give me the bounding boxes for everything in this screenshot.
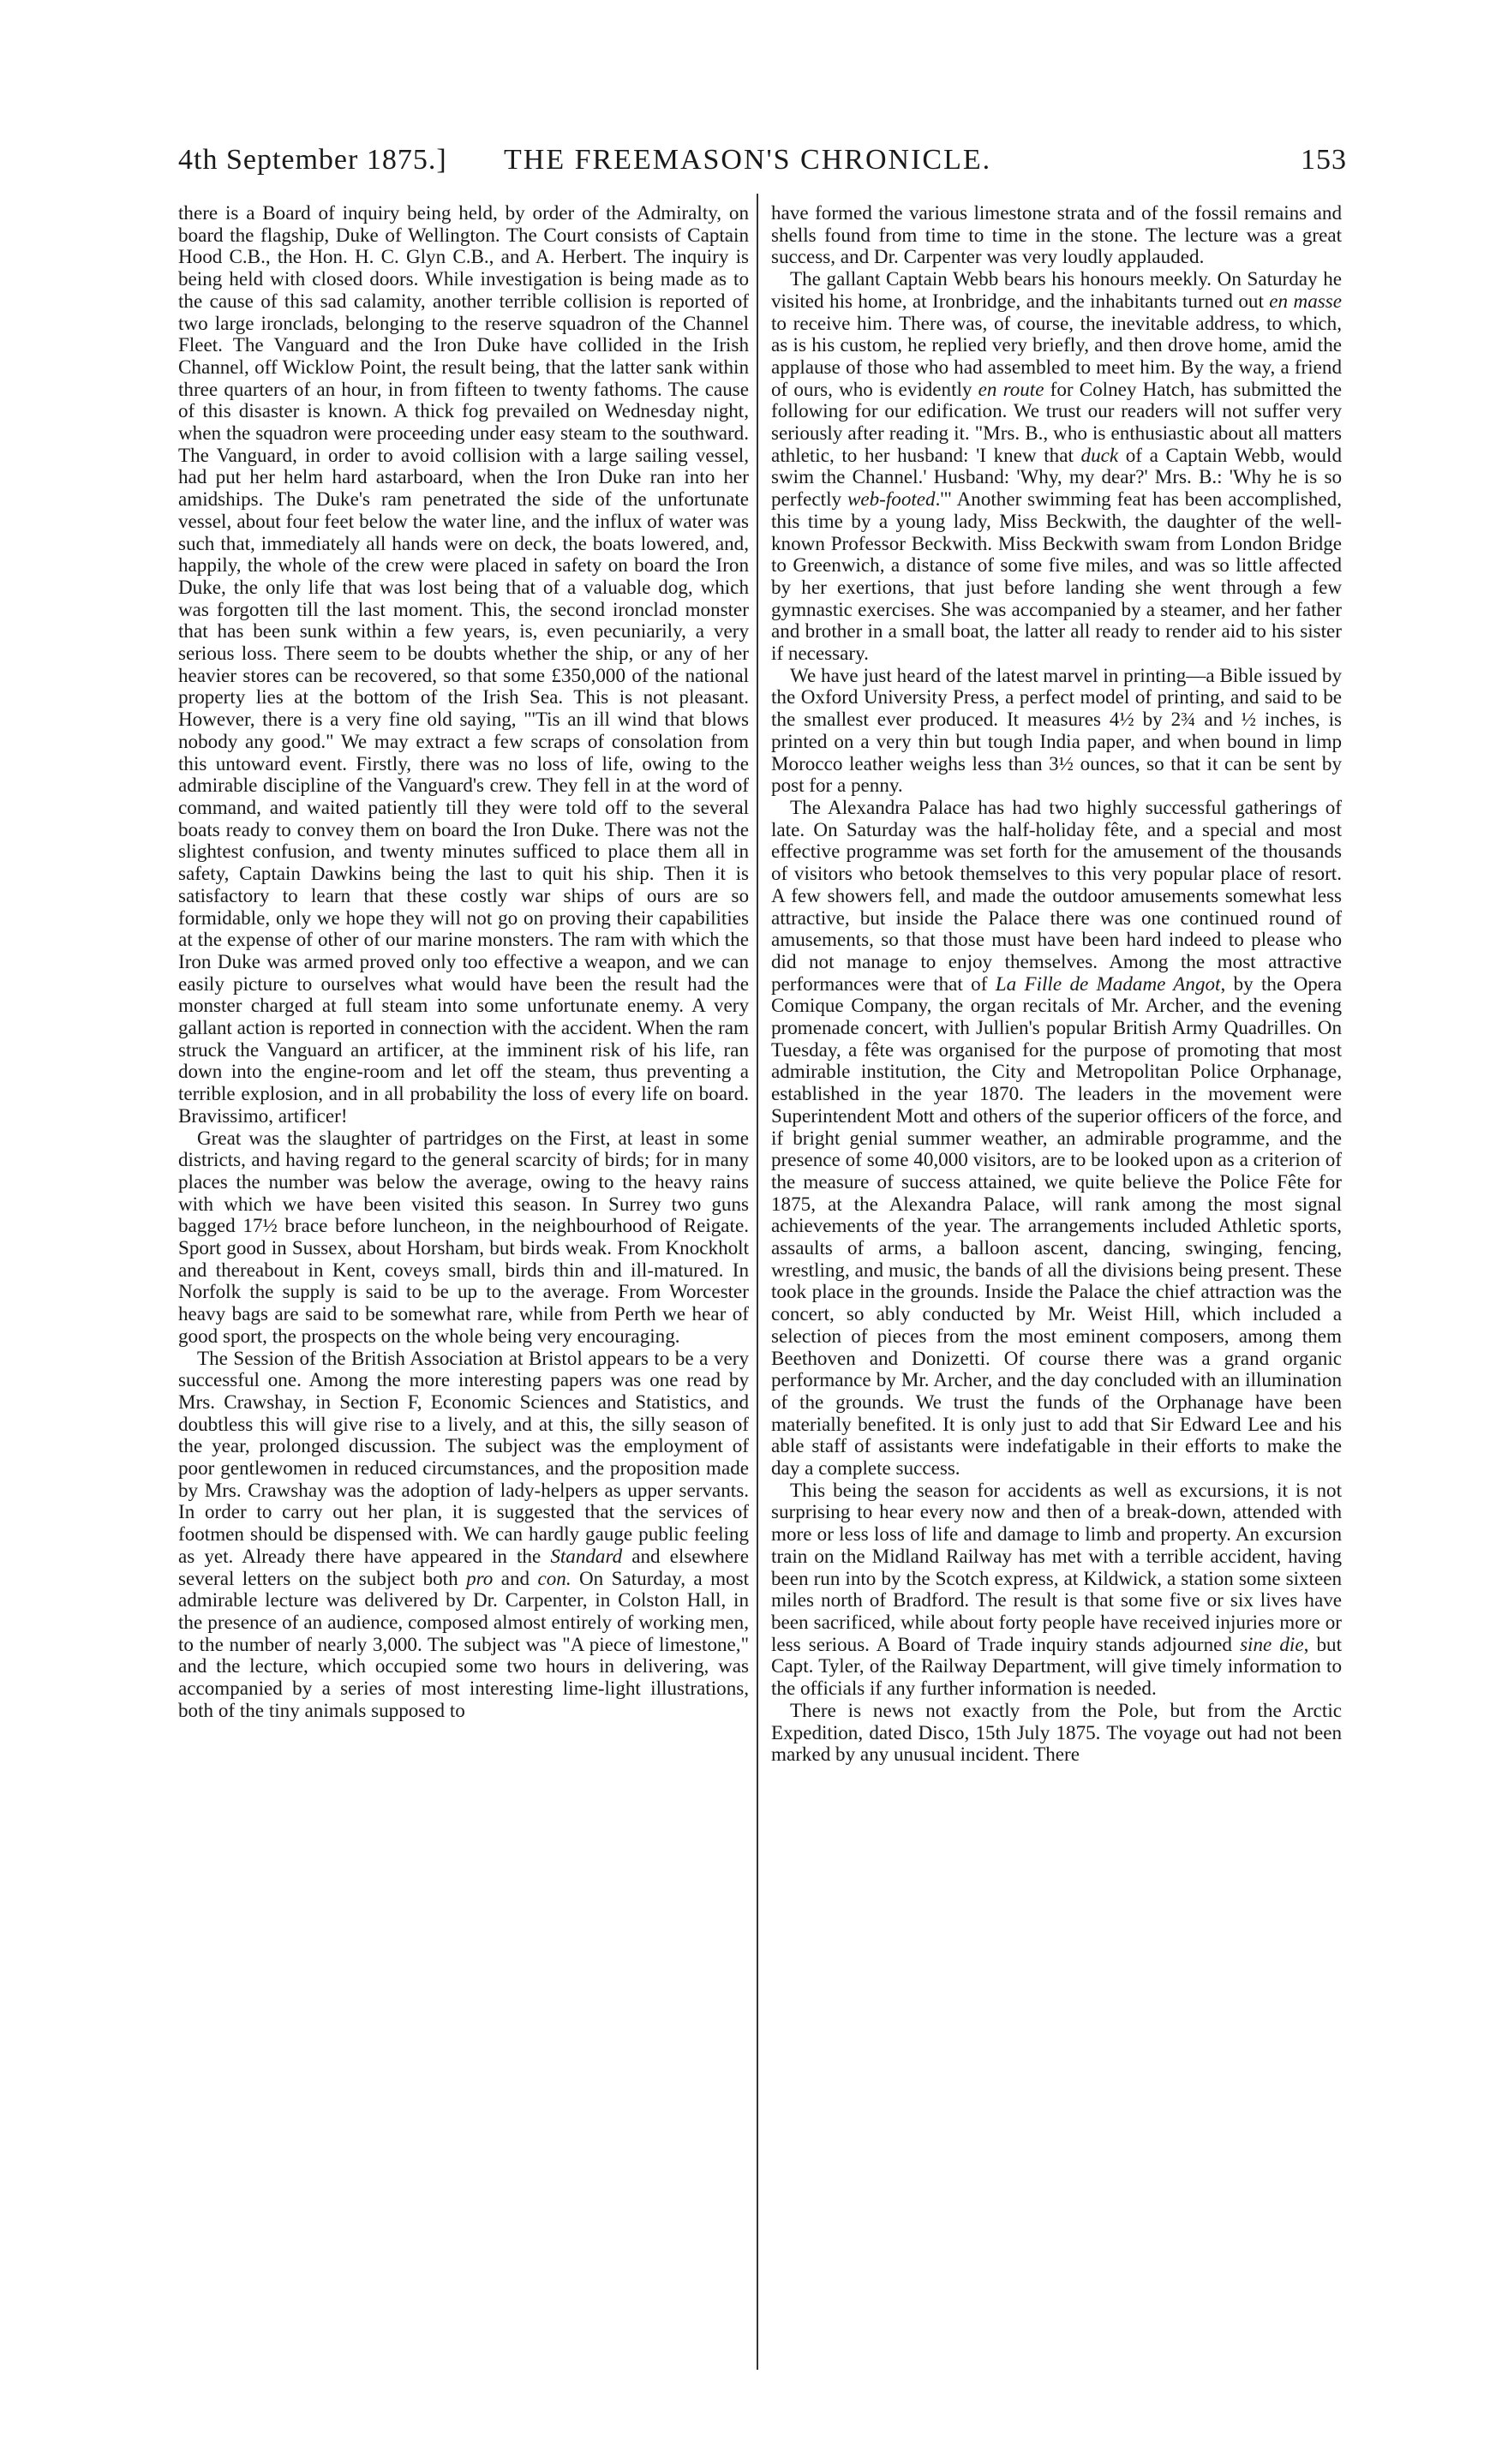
text-run: This being the season for accidents as well as excursions, it is not surprising to hear every now and then of a break-down, attended with more or less loss of life and damage to limb and property. An excursion train on the Midland Railway has met with a terrible accident, having been run into by the Scotch express, at Kildwick, a station some sixteen miles north of Bradford. The result is that some five or six lives have been sacrificed, while about forty people have received injuries more or less serious. A Board of Trade inquiry stands adjourned bbox=[771, 1478, 1342, 1655]
page-header bbox=[178, 144, 1347, 192]
column-divider bbox=[757, 194, 758, 2370]
italic-text: duck bbox=[1080, 443, 1119, 466]
text-run: There is news not exactly from the Pole, but from the Arctic Expedition, dated Disco, 15th July 1875. The voyage out had not been marked by any unusual incident. There bbox=[771, 1698, 1342, 1766]
text-run: The Session of the British Association at Bristol appears to be a very successful one. Among the more interesting papers was one read by Mrs. Crawshay, in Section F, Economic Sciences and Statistics, and doubtless this will give rise to a lively, and at this, the silly season of the year, prolonged discussion. The subject was the employment of poor gentlewomen in reduced circumstances, and the proposition made by Mrs. Crawshay was the adoption of lady-helpers as upper servants. In order to carry out her plan, it is suggested that the services of footmen should be dispensed with. We can hardly gauge public feeling as yet. Already there have appeared in the bbox=[178, 1346, 749, 1567]
italic-text: en masse bbox=[1269, 289, 1342, 312]
right-column bbox=[771, 202, 1342, 2387]
italic-text: Standard bbox=[550, 1544, 623, 1567]
italic-text: pro bbox=[466, 1566, 494, 1589]
italic-text: web-footed bbox=[847, 487, 936, 511]
text-run: have formed the various limestone strata and of the fossil remains and shells found from time to time in the stone. The lecture was a great success, and Dr. Carpenter was very loudly applauded. bbox=[771, 202, 1342, 268]
article-paragraph bbox=[178, 202, 749, 1127]
article-paragraph bbox=[771, 665, 1342, 797]
text-run: there is a Board of inquiry being held, by order of the Admiralty, on board the flagship, Duke of Wellington. The Court consists of Captain Hood C.B., the Hon. H. C. Glyn C.B., and A. Herbert. The inquiry is being held with closed doors. While investigation is being made as to the cause of this sad calamity, another terrible collision is reported of two large ironclads, belonging to the reserve squadron of the Channel Fleet. The Vanguard and the Iron Duke have collided in the Irish Channel, off Wicklow Point, the result being, that the latter sank within three quarters of an hour, in from fifteen to twenty fathoms. The cause of this disaster is known. A thick fog prevailed on Wednesday night, when the squadron were proceeding under easy steam to the southward. The Vanguard, in order to avoid collision with a large sailing vessel, had put her helm hard astarboard, when the Iron Duke ran into her amidships. The Duke's ram penetrated the side of the unfortunate vessel, about four feet below the water line, and the influx of water was such that, immediately all hands were on deck, the boats lowered, and, happily, the whole of the crew were placed in safety on board the Iron Duke, the only life that was lost being that of a valuable dog, which was forgotten till the last moment. This, the second ironclad monster that has been sunk within a few years, is, even pecuniarily, a very serious loss. There seem to be doubts whether the ship, or any of her heavier stores can be recovered, so that some £350,000 of the national property lies at the bottom of the Irish Sea. This is not pleasant. However, there is a very fine old saying, "'Tis an ill wind that blows nobody any good." We may extract a few scraps of consolation from this untoward event. Firstly, there was no loss of life, owing to the admirable discipline of the Vanguard's crew. They fell in at the word of command, and waited patiently till they were told off to the several boats ready to convey them on board the Iron Duke. There was not the slightest confusion, and twenty minutes sufficed to place them all in safety, Captain Dawkins being the last to quit his ship. Then it is satisfactory to learn that these costly war ships of ours are so formidable, only we hope they will not go on proving their capabilities at the expense of other of our marine monsters. The ram with which the Iron Duke was armed proved only too effective a weapon, and we can easily picture to ourselves what would have been the result had the monster charged at full steam into some unfortunate enemy. A very gallant action is reported in connection with the accident. When the ram struck the Vanguard an artificer, at the imminent risk of his life, ran down into the engine-room and let off the steam, thus preventing a terrible explosion, and in all probability the loss of every life on board. Bravissimo, artificer! bbox=[178, 202, 749, 1127]
page-number: 153 bbox=[1301, 144, 1347, 176]
publication-title: THE FREEMASON'S CHRONICLE. bbox=[504, 144, 992, 176]
text-run: The gallant Captain Webb bears his honours meekly. On Saturday he visited his home, at Ironbridge, and the inhabitants turned out bbox=[771, 267, 1342, 312]
text-run: and bbox=[493, 1566, 538, 1589]
text-run: On Saturday, a most admirable lecture was delivered by Dr. Carpenter, in Colston Hall, in the presence of an audience, composed almost entirely of working men, to the number of nearly 3,000. The subject was "A piece of limestone," and the lecture, which occupied some two hours in delivering, was accompanied by a series of most interesting lime-light illustrations, both of the tiny animals supposed to bbox=[178, 1566, 749, 1721]
text-run: of a Captain Webb, would swim the Channel.' Husband: 'Why, my dear?' Mrs. B.: 'Why he is so perfectly bbox=[771, 443, 1342, 511]
text-run: and elsewhere several letters on the subject both bbox=[178, 1544, 749, 1589]
italic-text: La Fille de Madame Angot bbox=[995, 972, 1221, 995]
article-paragraph bbox=[178, 1127, 749, 1348]
left-column bbox=[178, 202, 749, 2387]
text-run: Great was the slaughter of partridges on the First, at least in some districts, and having regard to the general scarcity of birds; for in many places the number was below the average, owing to the heavy rains with which we have been visited this season. In Surrey two guns bagged 17½ brace before luncheon, in the neighbourhood of Reigate. Sport good in Sussex, about Horsham, but birds weak. From Knockholt and thereabout in Kent, coveys small, birds thin and ill-matured. In Norfolk the supply is said to be up to the average. From Worcester heavy bags are said to be somewhat rare, while from Perth we hear of good sport, the prospects on the whole being very encouraging. bbox=[178, 1126, 749, 1347]
text-run: We have just heard of the latest marvel in printing—a Bible issued by the Oxford University Press, a perfect model of printing, and said to be the smallest ever produced. It measures 4½ by 2¾ and ½ inches, is printed on a very thin but tough India paper, and when bound in limp Morocco leather weighs less than 3½ ounces, so that it can be sent by post for a penny. bbox=[771, 663, 1342, 797]
article-paragraph bbox=[178, 1348, 749, 1722]
text-run: to receive him. There was, of course, the inevitable address, to which, as is his custom, he replied very briefly, and then drove home, amid the applause of those who had assembled to meet him. By the way, a friend of ours, who is evidently bbox=[771, 311, 1342, 400]
text-run: , by the Opera Comique Company, the organ recitals of Mr. Archer, and the evening promenade concert, with Jullien's popular British Army Quadrilles. On Tuesday, a fête was organised for the purpose of promoting that most admirable institution, the City and Metropolitan Police Orphanage, established in the year 1870. The leaders in the movement were Superintendent Mott and others of the superior officers of the force, and if bright genial summer weather, an admirable programme, and the presence of some 40,000 visitors, are to be looked upon as a criterion of the measure of success attained, we quite believe the Police Fête for 1875, at the Alexandra Palace, will rank among the most signal achievements of the year. The arrangements included Athletic sports, assaults of arms, a balloon ascent, dancing, swinging, fencing, wrestling, and music, the bands of all the divisions being present. These took place in the grounds. Inside the Palace the chief attraction was the concert, so ably conducted by Mr. Weist Hill, which included a selection of pieces from the most eminent composers, among them Beethoven and Donizetti. Of course there was a grand organic performance by Mr. Archer, and the day concluded with an illumination of the grounds. We trust the funds of the Orphanage have been materially benefited. It is only just to add that Sir Edward Lee and his able staff of assistants were indefatigable in their efforts to make the day a complete success. bbox=[771, 972, 1342, 1480]
article-paragraph bbox=[771, 797, 1342, 1480]
text-run: , but Capt. Tyler, of the Railway Department, will give timely information to the officials if any further information is needed. bbox=[771, 1632, 1342, 1700]
text-run: for Colney Hatch, has submitted the following for our edification. We trust our readers will not suffer very seriously after reading it. "Mrs. B., who is enthusiastic about all matters athletic, to her husband: 'I knew that bbox=[771, 377, 1342, 466]
text-run: .'" Another swimming feat has been accomplished, this time by a young lady, Miss Beckwith, the daughter of the well-known Professor Beckwith. Miss Beckwith swam from London Bridge to Greenwich, a distance of some five miles, and was so little affected by her exertions, that just before landing she went through a few gymnastic exercises. She was accompanied by a steamer, and her father and brother in a small boat, the latter all ready to render aid to his sister if necessary. bbox=[771, 487, 1342, 665]
article-paragraph bbox=[771, 1480, 1342, 1700]
article-paragraph bbox=[771, 202, 1342, 268]
italic-text: con. bbox=[537, 1566, 571, 1589]
issue-date: 4th September 1875.] bbox=[178, 144, 447, 176]
italic-text: sine die bbox=[1240, 1632, 1304, 1655]
text-run: The Alexandra Palace has had two highly successful gatherings of late. On Saturday was the half-holiday fête, and a special and most effective programme was set forth for the amusement of the thousands of visitors who betook themselves to this very popular place of resort. A few showers fell, and made the outdoor amusements somewhat less attractive, but inside the Palace there was one continued round of amusements, so that those must have been hard indeed to please who did not manage to enjoy themselves. Among the most attractive performances were that of bbox=[771, 795, 1342, 995]
italic-text: en route bbox=[978, 377, 1044, 400]
article-paragraph bbox=[771, 268, 1342, 665]
article-paragraph bbox=[771, 1700, 1342, 1766]
